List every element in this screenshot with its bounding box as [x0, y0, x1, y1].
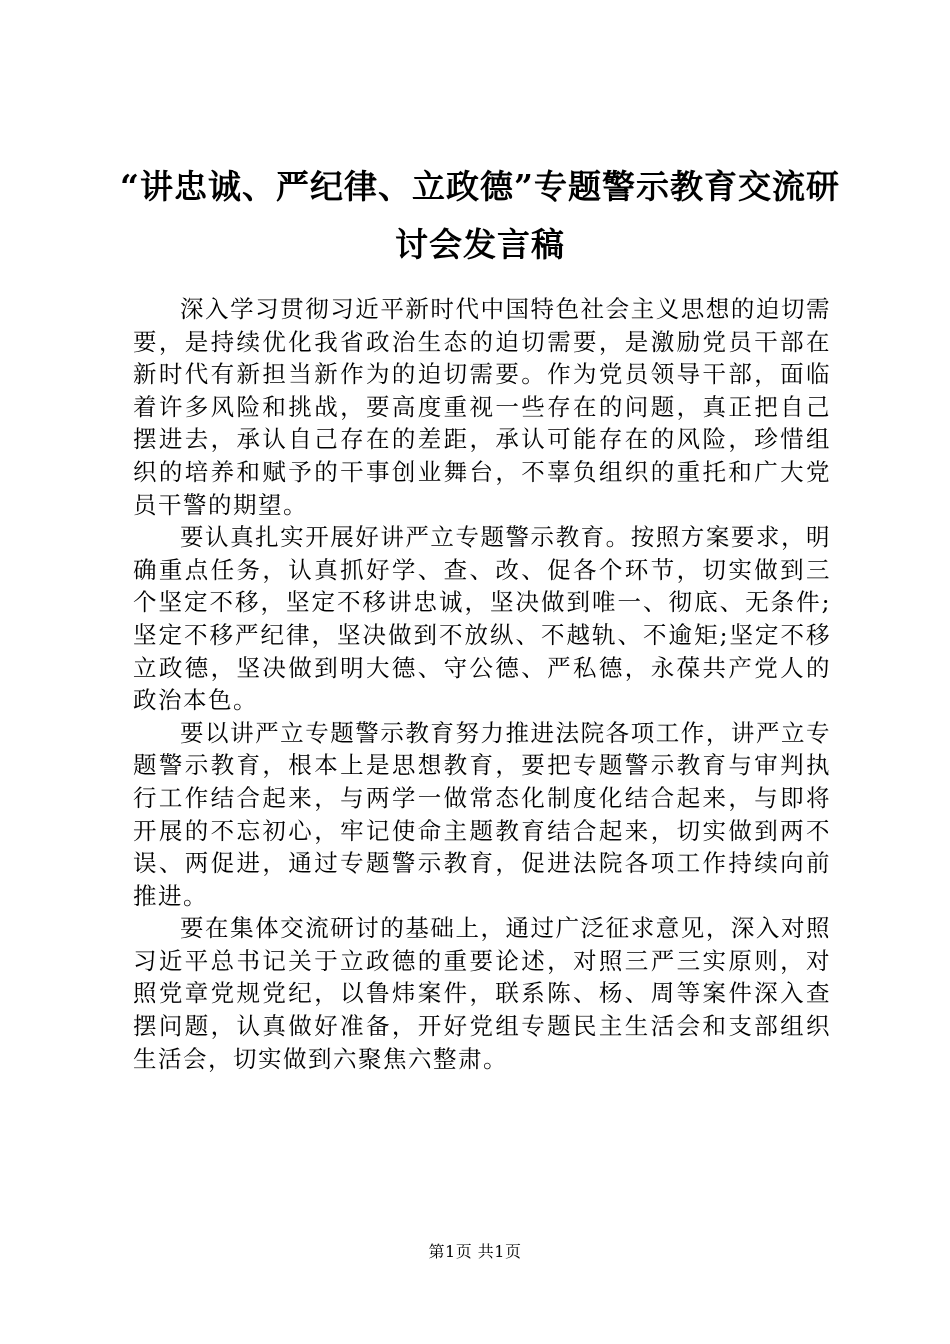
- paragraph: 要在集体交流研讨的基础上，通过广泛征求意见，深入对照习近平总书记关于立政德的重要论述，对照三严三实原则，对照党章党规党纪，以鲁炜案件，联系陈、杨、周等案件深入查摆问题，认真做好准备，开好党组专题民主生活会和支部组织生活会，切实做到六聚焦六整肃。: [133, 914, 831, 1073]
- document-title: “讲忠诚、严纪律、立政德”专题警示教育交流研讨会发言稿: [120, 167, 840, 264]
- paragraph: 要以讲严立专题警示教育努力推进法院各项工作，讲严立专题警示教育，根本上是思想教育，要把专题警示教育与审判执行工作结合起来，与两学一做常态化制度化结合起来，与即将开展的不忘初心，牢记使命主题教育结合起来，切实做到两不误、两促进，通过专题警示教育，促进法院各项工作持续向前推进。: [133, 718, 831, 910]
- paragraph: 要认真扎实开展好讲严立专题警示教育。按照方案要求，明确重点任务，认真抓好学、查、改、促各个环节，切实做到三个坚定不移，坚定不移讲忠诚，坚决做到唯一、彻底、无条件;坚定不移严纪律，坚决做到不放纵、不越轨、不逾矩;坚定不移立政德，坚决做到明大德、守公德、严私德，永葆共产党人的政治本色。: [133, 523, 831, 715]
- paragraph: 深入学习贯彻习近平新时代中国特色社会主义思想的迫切需要，是持续优化我省政治生态的迫切需要，是激励党员干部在新时代有新担当新作为的迫切需要。作为党员领导干部，面临着许多风险和挑战，要高度重视一些存在的问题，真正把自己摆进去，承认自己存在的差距，承认可能存在的风险，珍惜组织的培养和赋予的干事创业舞台，不辜负组织的重托和广大党员干警的期望。: [133, 295, 831, 519]
- page-footer: 第1页 共1页: [428, 1242, 522, 1261]
- document-body: [133, 293, 831, 1075]
